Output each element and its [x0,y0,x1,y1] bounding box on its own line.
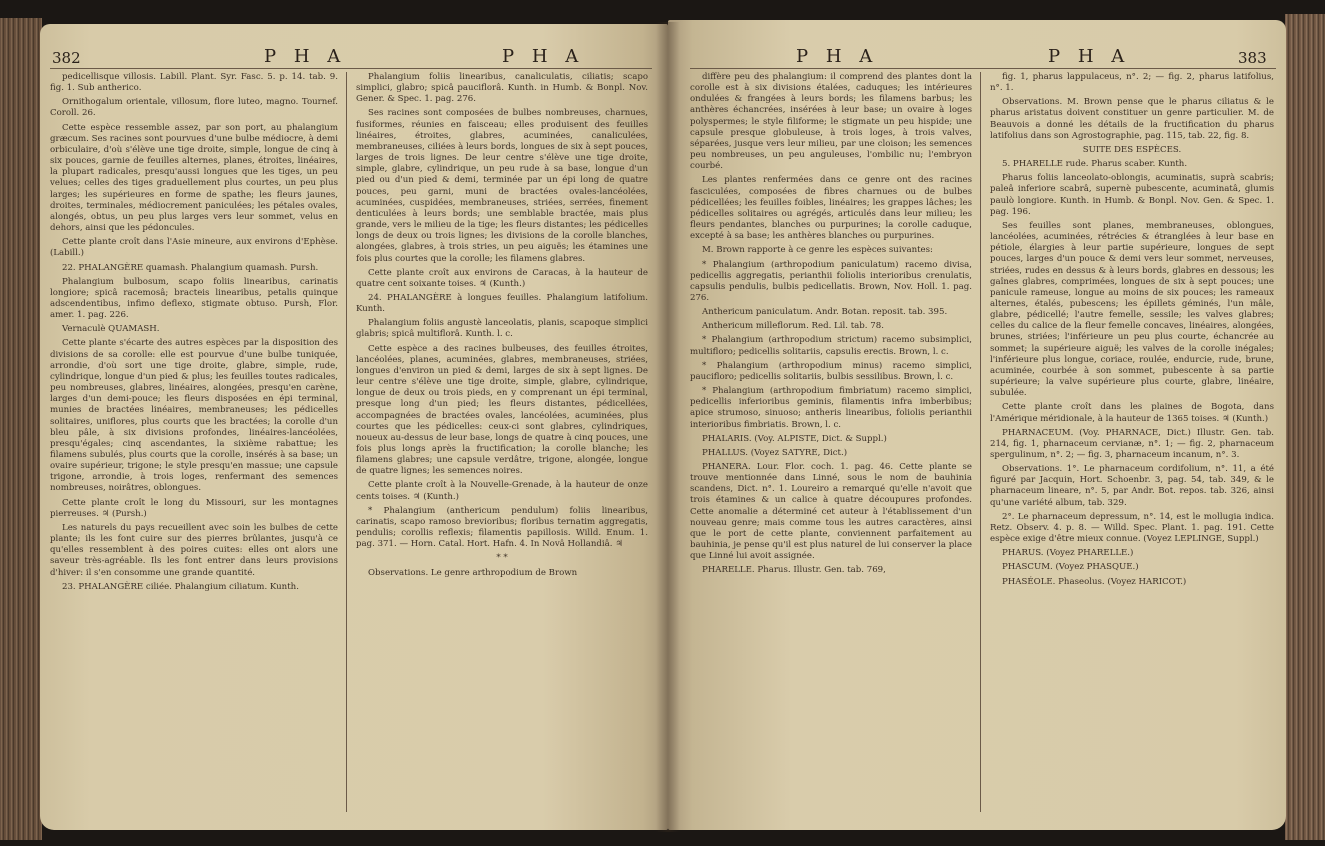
paragraph: PHANERA. Lour. Flor. coch. 1. pag. 46. Cette plante se trouve mentionnée dans Linné, sous le nom de bauhinia scandens, Dict. n°. 1. Loureiro a remarqué qu'elle n'avoit que trois étamines & un calice à quatre découpures profondes. Cette anomalie a déterminé cet auteur à l'établissement d'un nouveau genre; mais comme tous les autres caractères, ainsi que le port de cette plante, conviennent parfaitement au bauhinia, je pense qu'il est plus naturel de lui conserver la place que Linné lui avoit assignée. [690,462,972,562]
paragraph: PHALLUS. (Voyez SATYRE, Dict.) [702,447,848,458]
left-page-number: 382 [52,49,81,67]
paragraph: pedicellisque villosis. Labill. Plant. Syr. Fasc. 5. p. 14. tab. 9. fig. 1. Sub antherico. [50,72,338,94]
paragraph: Vernaculè QUAMASH. [62,324,160,335]
paragraph: PHASCUM. (Voyez PHASQUE.) [1002,562,1139,573]
paragraph: PHARNACEUM. (Voy. PHARNACE, Dict.) Illustr. Gen. tab. 214, fig. 1, pharnaceum cervianæ, n°. 1; — fig. 2, pharnaceum spergulinum, n°. 2; — fig. 3, pharnaceum incanum, n°. 3. [990,427,1274,460]
paragraph: 2°. Le pharnaceum depressum, n°. 14, est le mollugia indica. Retz. Observ. 4. p. 8. — Willd. Spec. Plant. 1. pag. 191. Cette espèce exige d'être mieux connue. (Voyez LEPLINGE, Suppl.) [990,511,1274,545]
paragraph: Observations. Le genre arthropodium de Brown [368,567,578,578]
left-running-head-2: P H A [502,46,585,67]
paragraph: Anthericum paniculatum. Andr. Botan. reposit. tab. 395. [702,307,948,318]
paragraph: Observations. M. Brown pense que le pharus ciliatus & le pharus aristatus doivent constituer un genre particulier. M. de Beauvois a donné les détails de la fructification du pharus latifolius dans son Agrostographie, pag. 115, tab. 22, fig. 8. [990,97,1274,141]
paragraph: Pharus foliis lanceolato-oblongis, acuminatis, suprà scabris; paleâ inferiore scabrâ, supernè pubescente, acuminatâ, glumis paulò longiore. Kunth. in Humb. & Bonpl. Nov. Gen. & Spec. 1. pag. 196. [990,173,1274,217]
paragraph: 24. PHALANGÈRE à longues feuilles. Phalangium latifolium. Kunth. [356,292,648,315]
paragraph: PHALARIS. (Voy. ALPISTE, Dict. & Suppl.) [702,433,887,444]
left-header-rule [50,68,652,69]
paragraph: * Phalangium (arthropodium strictum) racemo subsimplici, multifloro; pedicellis solitariis, capsulis erectis. Brown, l. c. [690,335,972,357]
left-page-edges [0,18,42,840]
paragraph: Observations. 1°. Le pharnaceum cordifolium, n°. 11, a été figuré par Jacquin, Hort. Schoenbr. 3, pag. 54, tab. 349, & le pharnaceum lineare, n°. 5, par Andr. Bot. repos. tab. 326, ainsi qu'une variété album, tab. 329. [990,464,1274,508]
paragraph: PHASÉOLE. Phaseolus. (Voyez HARICOT.) [1002,576,1187,587]
right-running-head: P H A [796,46,879,67]
paragraph: Cette plante s'écarte des autres espèces par la disposition des divisions de sa corolle: elle est pourvue d'une bulbe tuniquée, arrondie, d'où sort une tige droite, glabre, simple, rude, cylindrique, longue d'un pied & plus; les feuilles toutes radicales, peu nombreuses, glabres, linéaires, alongées, presqu'en carène, larges d'un demi-pouce; les fleurs disposées en épi terminal, munies de bractées linéaires, membraneuses; les pédicelles solitaires, uniflores, plus courts que les bractées; la corolle d'un bleu pâle, à six divisions profondes, linéaires-lancéolées, presqu'égales; cinq ascendantes, la sixième rabattue; les filamens subulés, plus courts que la corolle, insérés à sa base; un ovaire supérieur, trigone; le style presqu'en massue; une capsule trigone, arrondie, à trois loges, renfermant des semences nombreuses, noirâtres, oblongues. [50,338,338,494]
right-column-divider [980,72,981,812]
paragraph: Cette plante croît dans les plaines de Bogota, dans l'Amérique méridionale, à la hauteur de 1365 toises. ♃ (Kunth.) [990,402,1274,424]
paragraph: Phalangium bulbosum, scapo foliis linearibus, carinatis longiore; spicâ racemosâ; bracteis linearibus, petalis quinque adscendentibus, infimo deflexo, stigmate obtuso. Pursh, Flor. amer. 1. pag. 226. [50,276,338,321]
right-header-rule [690,68,1276,69]
paragraph: * Phalangium (arthropodium minus) racemo simplici, paucifloro; pedicellis solitariis, bulbis sessilibus. Brown, l. c. [690,360,972,382]
paragraph: * Phalangium (anthericum pendulum) foliis linearibus, carinatis, scapo ramoso brevioribus; floribus ternatim aggregatis, pendulis; corollis reflexis; filamentis papillosis. Willd. Enum. 1. pag. 371. — Horn. Catal. Hort. Hafn. 4. In Novâ Hollandiâ. ♃ [356,505,648,550]
paragraph: 5. PHARELLE rude. Pharus scaber. Kunth. [1002,159,1188,170]
paragraph: * Phalangium (arthropodium paniculatum) racemo divisa, pedicellis aggregatis, perianthii foliolis interioribus crenulatis, capsulis pendulis, bulbis pedicellatis. Brown, Nov. Holl. 1. pag. 276. [690,259,972,303]
left-column-divider [346,72,347,812]
right-page [668,20,1286,830]
right-column-1 [690,72,972,580]
paragraph: Ornithogalum orientale, villosum, flore luteo, magno. Tournef. Coroll. 26. [50,97,338,119]
paragraph: Cette espèce a des racines bulbeuses, des feuilles étroites, lancéolées, planes, acuminées, glabres, membraneuses, striées, longues d'environ un pied & demi, larges de six à sept lignes. De leur centre s'élève une tige droite, simple, glabre, cylindrique, longue de deux ou trois pieds, en y comprenant un épi terminal, presque long d'un pied; les fleurs distantes, pédicellées, accompagnées de bractées ovales, lancéolées, acuminées, plus courtes que les pédicelles: ceux-ci sont glabres, cylindriques, noueux au-dessus de leur base, longs de quatre à cinq pouces, une fois plus longs après la fructification; la corolle blanche; les filamens glabres; une capsule verdâtre, trigone, alongée, longue de quatre lignes; les semences noires. [356,343,648,477]
right-page-edges [1285,14,1325,840]
paragraph: PHARELLE. Pharus. Illustr. Gen. tab. 769, [702,565,886,576]
paragraph: Cette espèce ressemble assez, par son port, au phalangium græcum. Ses racines sont pourvues d'une bulbe médiocre, à demi orbiculaire, d'où s'élève une tige droite, simple, longue de cinq à six pouces, garnie de feuilles alternes, planes, étroites, linéaires, la plupart radicales, presqu'aussi longues que les tiges, un peu velues; celles des tiges graduellement plus courtes, un peu plus larges; les supérieures en forme de spathe; les fleurs jaunes, droites, terminales, médiocrement paniculées; les pétales ovales, alongés, obtus, un peu plus larges vers leur sommet, velus en dehors, ainsi que les pédoncules. [50,122,338,234]
left-column-1 [50,72,338,596]
paragraph: Ses feuilles sont planes, membraneuses, oblongues, lancéolées, acuminées, rétrécies & étranglées à leur base en pétiole, élargies à leur partie supérieure, longues de sept pouces, larges d'un pouce & demi vers leur sommet, nerveuses, striées, rudes en dessus & à leurs bords, glabres en dessous; les gaînes glabres, comprimées, longues de six à sept pouces; une panicule rameuse, longue au moins de six pouces; les rameaux alternes, étalés, pubescens; les épillets géminés, l'un mâle, glabre, pédicellé; l'autre femelle, sessile; les valves glabres; celles du calice de la fleur femelle concaves, linéaires, alongées, brunes, striées; l'inférieure un peu plus courte, échancrée au sommet; la supérieure aiguë; les valves de la corolle inégales; l'inférieure plus longue, coriace, roulée, endurcie, rude, brune, acuminée, courbée à son sommet, pubescente à sa partie supérieure; la valve supérieure plus courte, glabre, linéaire, subulée. [990,220,1274,399]
paragraph: diffère peu des phalangium: il comprend des plantes dont la corolle est à six divisions étalées, caduques; les intérieures ondulées & frangées à leurs bords; les filamens barbus; les anthères échancrées, insérées à leur base; un ovaire à loges polyspermes; le style filiforme; le stigmate un peu hispide; une capsule presque globuleuse, à trois loges, à trois valves, séparées, jusque vers leur milieu, par une cloison; les semences peu nombreuses, un peu anguleuses, l'ombilic nu; l'embryon courbé. [690,72,972,172]
right-column-2 [990,72,1274,591]
paragraph: Anthericum milleflorum. Red. Lil. tab. 78. [702,321,884,332]
paragraph: Cette plante croît dans l'Asie mineure, aux environs d'Ephèse. (Labill.) [50,237,338,259]
paragraph: Cette plante croît à la Nouvelle-Grenade, à la hauteur de onze cents toises. ♃ (Kunth.) [356,480,648,502]
right-page-number: 383 [1238,49,1267,67]
paragraph: M. Brown rapporte à ce genre les espèces suivantes: [702,245,933,256]
paragraph: Phalangium foliis angustè lanceolatis, planis, scapoque simplici glabris; spicâ multiflorâ. Kunth. l. c. [356,318,648,340]
left-running-head: P H A [264,46,347,67]
paragraph: * Phalangium (arthropodium fimbriatum) racemo simplici, pedicellis inferioribus geminis, filamentis infra imberbibus; apice strumoso, sinuoso; antheris linearibus, foliolis perianthii interioribus fimbriatis. Brown, l. c. [690,386,972,430]
paragraph: Les plantes renfermées dans ce genre ont des racines fasciculées, composées de fibres charnues ou de bulbes pédicellées; les feuilles foibles, linéaires; les grappes lâches; les pédicelles solitaires ou agrégés, articulés dans leur milieu; les fleurs pendantes, blanches ou purpurines; la corolle caduque, excepté à sa base; les anthères blanches ou purpurines. [690,175,972,242]
paragraph: PHARUS. (Voyez PHARELLE.) [1002,548,1134,559]
paragraph: Phalangium foliis linearibus, canaliculatis, ciliatis; scapo simplici, glabro; spicâ pauciflorâ. Kunth. in Humb. & Bonpl. Nov. Gener. & Spec. 1. pag. 276. [356,72,648,105]
paragraph: Cette plante croît aux environs de Caracas, à la hauteur de quatre cent soixante toises. ♃ (Kunth.) [356,267,648,289]
paragraph: 23. PHALANGÈRE ciliée. Phalangium ciliatum. Kunth. [62,581,299,592]
paragraph: fig. 1, pharus lappulaceus, n°. 2; — fig. 2, pharus latifolius, n°. 1. [990,72,1274,94]
paragraph: SUITE DES ESPÈCES. [1082,144,1182,155]
paragraph: Cette plante croît le long du Missouri, sur les montagnes pierreuses. ♃ (Pursh.) [50,497,338,519]
paragraph: Ses racines sont composées de bulbes nombreuses, charnues, fusiformes, réunies en faisceau; elles produisent des feuilles linéaires, étroites, glabres, acuminées, canaliculées, membraneuses, ciliées à leurs bords, longues de six à sept pouces, larges de trois lignes. De leur centre s'élève une tige droite, simple, glabre, cylindrique, un peu rude à sa base, longue d'un pied ou d'un pied & demi, terminée par un épi long de quatre pouces, peu garni, muni de bractées ovales-lancéolées, acuminées, cuspidées, membraneuses, striées, serrées, finement denticulées à leurs bords; une semblable bractée, mais plus grande, vers le milieu de la tige; les fleurs distantes; les pédicelles longs de deux ou trois lignes; les divisions de la corolle blanches, alongées, glabres, à trois stries, un peu aiguës; les étamines une fois plus courtes que la corolle; les filamens glabres. [356,108,648,264]
book-gutter [656,22,680,832]
paragraph: Les naturels du pays recueillent avec soin les bulbes de cette plante; ils les font cuire sur des pierres brûlantes, jusqu'à ce qu'elles ressemblent à des poires cuites: elles ont alors une saveur très-agréable. Ils les font entrer dans leurs provisions d'hiver: il s'en consomme une grande quantité. [50,522,338,578]
right-running-head-2: P H A [1048,46,1131,67]
paragraph: * * [496,553,508,564]
paragraph: 22. PHALANGÈRE quamash. Phalangium quamash. Pursh. [62,262,319,273]
left-column-2 [356,72,648,582]
left-page [40,24,668,830]
